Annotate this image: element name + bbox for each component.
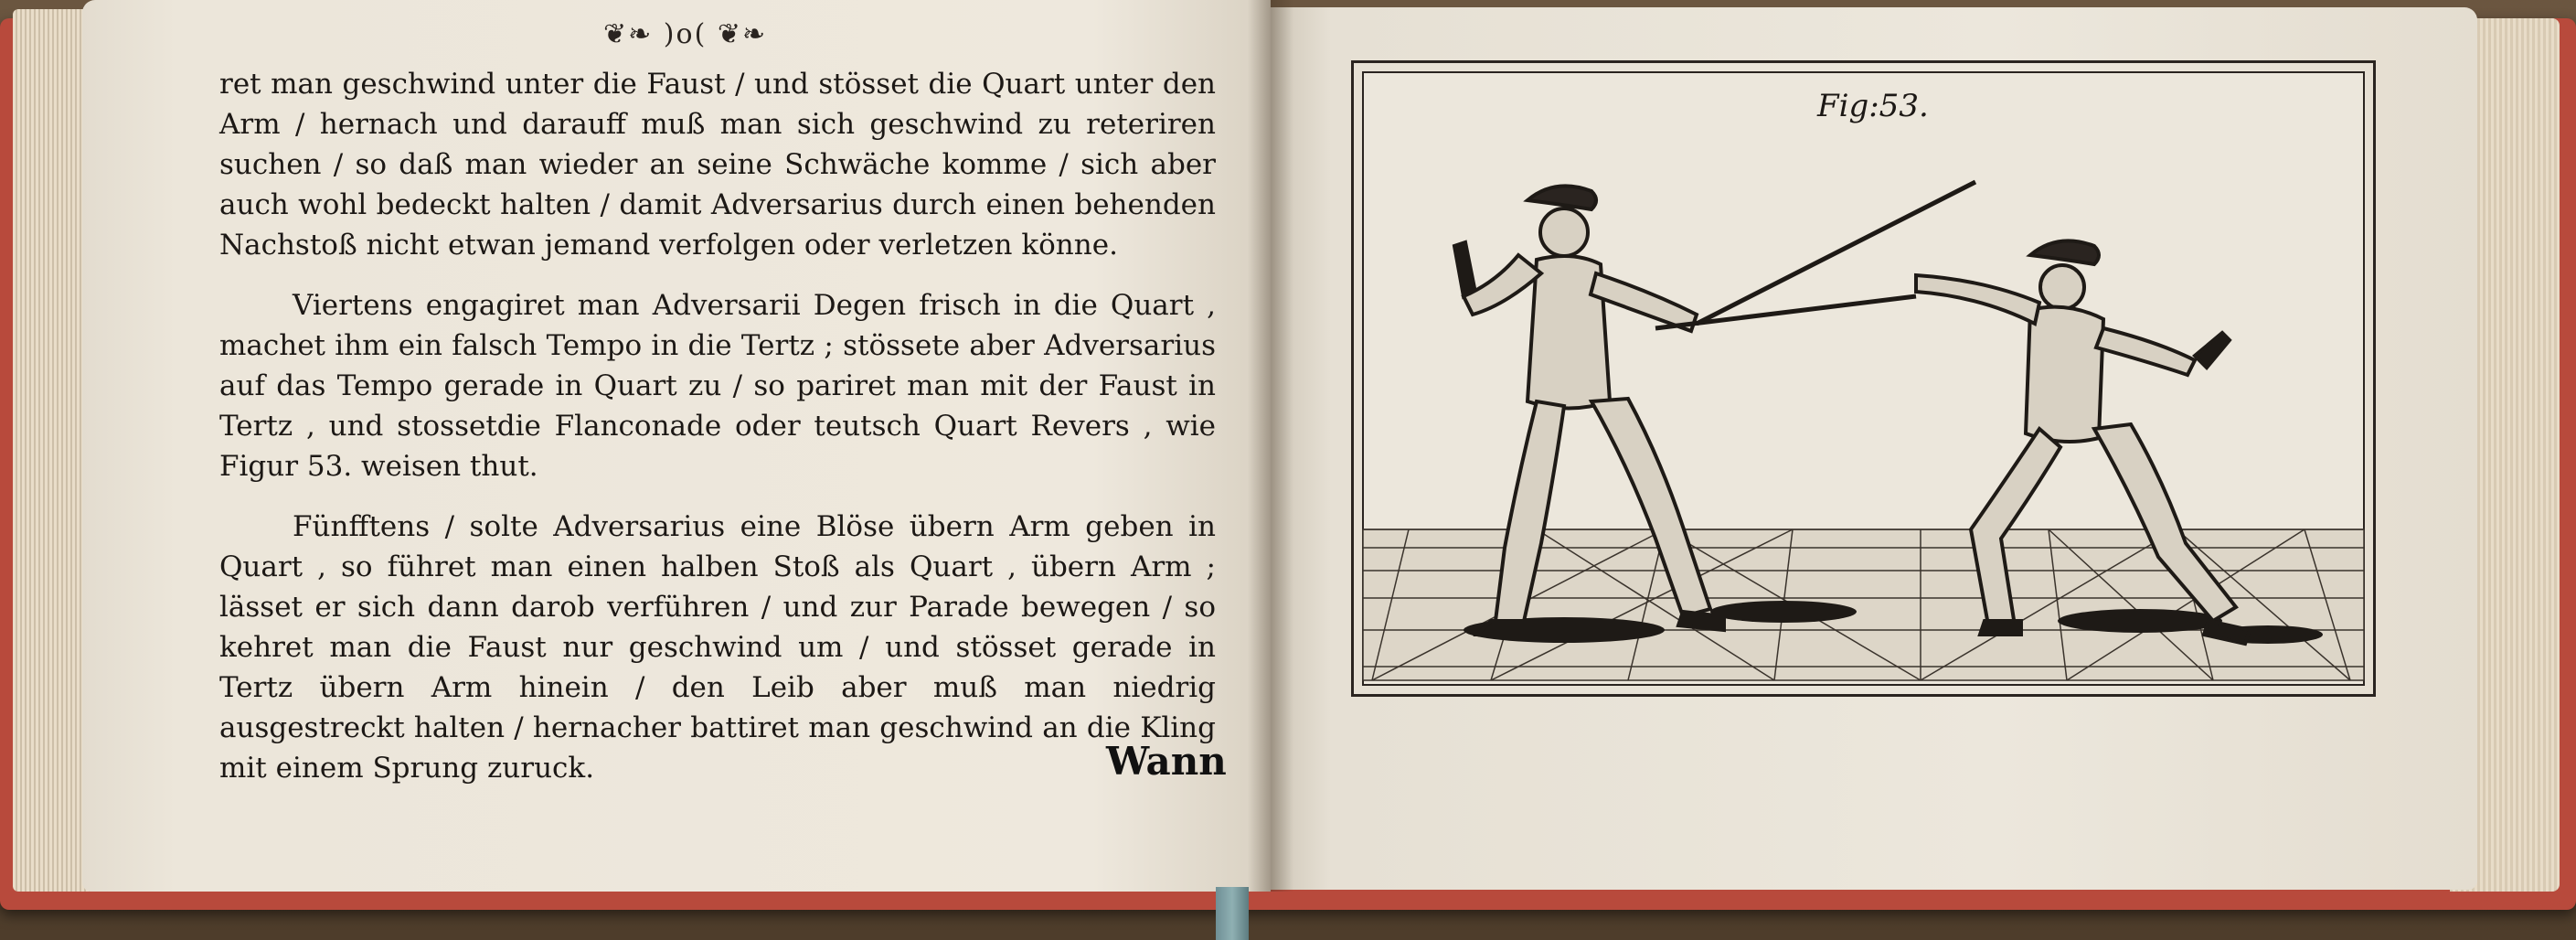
engraving-plate xyxy=(1351,60,2376,697)
figure-label: Fig:53. xyxy=(1817,88,1929,124)
fencing-engraving xyxy=(1354,63,2373,694)
paragraph-3: Fünfftens / solte Adversarius eine Blöse übern Arm geben in Quart , so führet man einen halben Stoß als Quart , übern Arm ; lässet er sich dann darob verführen / und zur Parade bewegen / so kehret man die Faust nur geschwind um / und stösset gerade in Tertz übern Arm hinein / den Leib aber muß man niedrig ausgestreckt halten / hernacher battiret man geschwind an die Kling mit einem Sprung zuruck. xyxy=(219,510,1216,785)
body-text xyxy=(219,64,1216,808)
bookmark-ribbon xyxy=(1216,887,1249,940)
paragraph-2: Viertens engagiret man Adversarii Degen frisch in die Quart , machet ihm ein falsch Tempo in die Tertz ; stössete aber Adversarius auf das Tempo gerade in Quart zu / so pariret man mit der Faust in Tertz , und stossetdie Flanconade oder teutsch Quart Revers , wie Figur 53. weisen thut. xyxy=(219,289,1216,483)
header-ornament: ❦❧ )o( ❦❧ xyxy=(603,18,768,50)
book-gutter xyxy=(1248,0,1293,892)
catchword: Wann xyxy=(1106,739,1227,784)
paragraph-1: ret man geschwind unter die Faust / und stösset die Quart unter den Arm / hernach und darauff muß man sich geschwind zu reteriren suchen / so daß man wieder an seine Schwäche komme / sich aber auch wohl bedeckt halten / damit Adversarius durch einen behenden Nachstoß nicht etwan jemand verfolgen oder verletzen könne. xyxy=(219,68,1216,262)
